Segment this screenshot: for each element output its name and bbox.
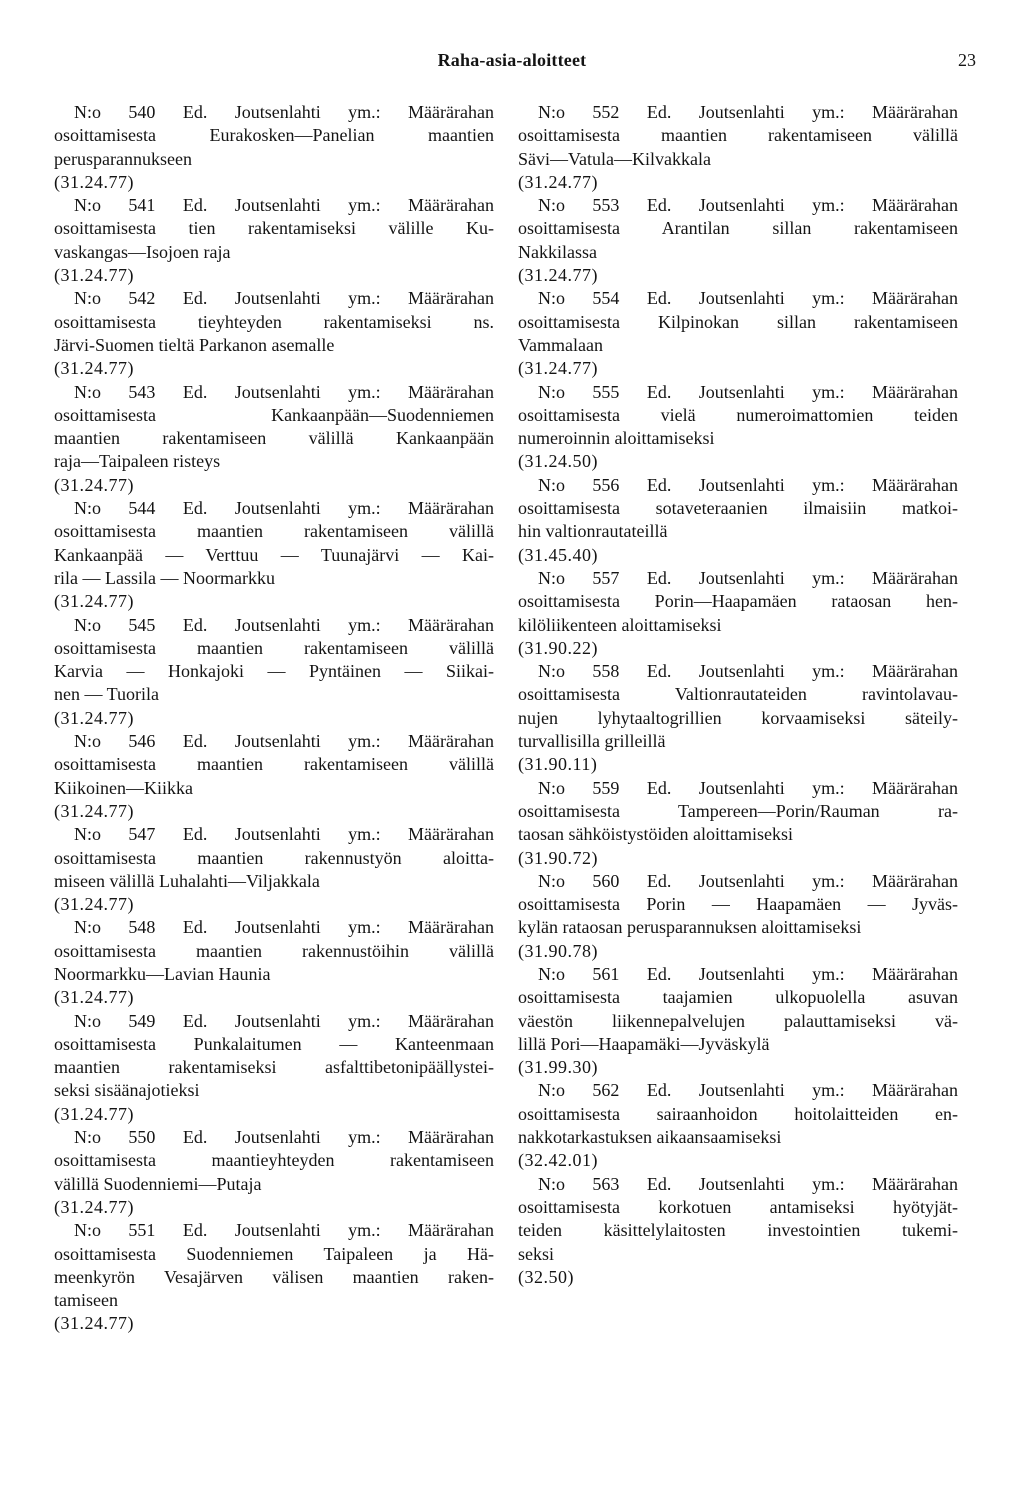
motion-heading-line: N:o 556 Ed. Joutsenlahti ym.: Määrärahan [538, 474, 958, 495]
motion-entry [518, 1079, 958, 1172]
budget-reference: (31.24.77) [518, 265, 598, 286]
motion-text-line: raja—Taipaleen risteys [54, 451, 221, 472]
motion-text-line: osoittamisesta maantieyhteyden rakentamiseen [54, 1150, 494, 1171]
motion-text-line: nakkotarkastuksen aikaansaamiseksi [518, 1127, 782, 1148]
motion-text-line: osoittamisesta Kilpinokan sillan rakentamiseen [518, 311, 958, 332]
motion-text-line: osoittamisesta Punkalaitumen — Kanteenmaan [54, 1033, 494, 1054]
motion-text-line: meenkyrön Vesajärven välisen maantien raken- [54, 1266, 494, 1287]
motion-text-line: Kankaanpää — Verttuu — Tuunajärvi — Kai- [54, 544, 494, 565]
motion-text-line: osoittamisesta maantien rakennustöihin välillä [54, 940, 494, 961]
motion-text-line: osoittamisesta tieyhteyden rakentamiseksi ns. [54, 311, 494, 332]
motion-entry [54, 1126, 494, 1219]
motion-text-line: osoittamisesta taajamien ulkopuolella asuvan [518, 987, 958, 1008]
budget-reference: (31.24.77) [518, 358, 598, 379]
motion-text-line: miseen välillä Luhalahti—Viljakkala [54, 870, 320, 891]
motion-heading-line: N:o 545 Ed. Joutsenlahti ym.: Määrärahan [74, 614, 494, 635]
motion-heading-line: N:o 552 Ed. Joutsenlahti ym.: Määrärahan [538, 102, 958, 122]
motion-text-line: osoittamisesta sairaanhoidon hoitolaitteiden en- [518, 1103, 958, 1124]
motion-text-line: välillä Suodenniemi—Putaja [54, 1173, 262, 1194]
motion-text-line: osoittamisesta Kankaanpään—Suodenniemen [54, 404, 494, 425]
budget-reference: (31.24.77) [54, 358, 134, 379]
motion-entry [518, 660, 958, 776]
motion-text-line: osoittamisesta maantien rakennustyön aloitta- [54, 847, 494, 868]
left-column [54, 101, 494, 1336]
motion-heading-line: N:o 548 Ed. Joutsenlahti ym.: Määrärahan [74, 917, 494, 938]
budget-reference: (31.24.50) [518, 451, 598, 472]
motion-text-line: lillä Pori—Haapamäki—Jyväskylä [518, 1033, 770, 1054]
motion-entry [518, 287, 958, 380]
motion-heading-line: N:o 543 Ed. Joutsenlahti ym.: Määrärahan [74, 381, 494, 402]
motion-heading-line: N:o 542 Ed. Joutsenlahti ym.: Määrärahan [74, 288, 494, 309]
motion-text-line: seksi sisäänajotieksi [54, 1080, 200, 1101]
motion-heading-line: N:o 554 Ed. Joutsenlahti ym.: Määrärahan [538, 288, 958, 309]
motion-text-line: Kiikoinen—Kiikka [54, 777, 193, 798]
motion-text-line: Sävi—Vatula—Kilvakkala [518, 148, 711, 169]
motion-text-line: kylän rataosan perusparannuksen aloittamiseksi [518, 917, 862, 938]
budget-reference: (31.24.77) [54, 591, 134, 612]
budget-reference: (32.42.01) [518, 1150, 598, 1171]
budget-reference: (31.24.77) [54, 707, 134, 728]
motion-heading-line: N:o 550 Ed. Joutsenlahti ym.: Määrärahan [74, 1127, 494, 1148]
motion-heading-line: N:o 547 Ed. Joutsenlahti ym.: Määrärahan [74, 824, 494, 845]
motion-heading-line: N:o 541 Ed. Joutsenlahti ym.: Määrärahan [74, 195, 494, 216]
motion-heading-line: N:o 559 Ed. Joutsenlahti ym.: Määrärahan [538, 777, 958, 798]
motion-heading-line: N:o 546 Ed. Joutsenlahti ym.: Määrärahan [74, 731, 494, 752]
motion-heading-line: N:o 562 Ed. Joutsenlahti ym.: Määrärahan [538, 1080, 958, 1101]
motion-text-line: vaskangas—Isojoen raja [54, 241, 231, 262]
motion-text-line: osoittamisesta maantien rakentamiseen välillä [518, 125, 958, 146]
motion-text-line: osoittamisesta maantien rakentamiseen välillä [54, 521, 494, 542]
motion-entry [518, 474, 958, 567]
motion-text-line: seksi [518, 1243, 554, 1264]
budget-reference: (31.90.22) [518, 637, 598, 658]
motion-entry [54, 1219, 494, 1335]
motion-text-line: turvallisilla grilleillä [518, 731, 666, 752]
budget-reference: (31.24.77) [54, 171, 134, 192]
motion-text-line: perusparannukseen [54, 148, 192, 169]
budget-reference: (31.90.72) [518, 847, 598, 868]
motion-text-line: osoittamisesta maantien rakentamiseen välillä [54, 637, 494, 658]
budget-reference: (31.24.77) [54, 1196, 134, 1217]
motion-text-line: osoittamisesta korkotuen antamiseksi hyötyjät- [518, 1196, 958, 1217]
budget-reference: (31.24.77) [518, 171, 598, 192]
motion-heading-line: N:o 549 Ed. Joutsenlahti ym.: Määrärahan [74, 1010, 494, 1031]
motion-heading-line: N:o 560 Ed. Joutsenlahti ym.: Määrärahan [538, 870, 958, 891]
motion-entry [54, 823, 494, 916]
motion-text-line: osoittamisesta sotaveteraanien ilmaisiin matkoi- [518, 498, 958, 519]
motion-entry [518, 381, 958, 474]
motion-text-line: osoittamisesta Eurakosken—Panelian maantien [54, 125, 494, 146]
motion-heading-line: N:o 544 Ed. Joutsenlahti ym.: Määrärahan [74, 498, 494, 519]
budget-reference: (31.45.40) [518, 544, 598, 565]
budget-reference: (31.90.11) [518, 754, 598, 775]
right-column [518, 101, 958, 1289]
motion-heading-line: N:o 557 Ed. Joutsenlahti ym.: Määrärahan [538, 567, 958, 588]
budget-reference: (31.24.77) [54, 1313, 134, 1334]
motion-text-line: osoittamisesta tien rakentamiseksi välille Ku- [54, 218, 494, 239]
motion-text-line: osoittamisesta maantien rakentamiseen välillä [54, 754, 494, 775]
motion-entry [54, 497, 494, 613]
budget-reference: (31.99.30) [518, 1057, 598, 1078]
motion-entry [518, 870, 958, 963]
motion-entry [518, 567, 958, 660]
budget-reference: (32.50) [518, 1266, 574, 1287]
motion-heading-line: N:o 553 Ed. Joutsenlahti ym.: Määrärahan [538, 195, 958, 216]
budget-reference: (31.24.77) [54, 800, 134, 821]
motion-text-line: tamiseen [54, 1290, 118, 1311]
motion-entry [54, 101, 494, 194]
budget-reference: (31.24.77) [54, 894, 134, 915]
motion-text-line: väestön liikennepalvelujen palauttamiseksi vä- [518, 1010, 958, 1031]
budget-reference: (31.24.77) [54, 265, 134, 286]
motion-entry [54, 730, 494, 823]
budget-reference: (31.24.77) [54, 1103, 134, 1124]
motion-heading-line: N:o 563 Ed. Joutsenlahti ym.: Määrärahan [538, 1173, 958, 1194]
motion-text-line: Noormarkku—Lavian Haunia [54, 963, 271, 984]
motion-heading-line: N:o 558 Ed. Joutsenlahti ym.: Määrärahan [538, 661, 958, 682]
motion-entry [518, 1173, 958, 1289]
motion-text-line: hin valtionrautateillä [518, 521, 668, 542]
motion-text-line: rila — Lassila — Noormarkku [54, 567, 275, 588]
motion-text-line: osoittamisesta Arantilan sillan rakentamiseen [518, 218, 958, 239]
motion-heading-line: N:o 551 Ed. Joutsenlahti ym.: Määrärahan [74, 1220, 494, 1241]
motion-entry [518, 777, 958, 870]
motion-text-line: numeroinnin aloittamiseksi [518, 428, 715, 449]
motion-entry [54, 381, 494, 497]
motion-text-line: Vammalaan [518, 334, 603, 355]
budget-reference: (31.90.78) [518, 940, 598, 961]
motion-entry [518, 101, 958, 194]
motion-text-line: osoittamisesta Tampereen—Porin/Rauman ra- [518, 800, 958, 821]
motion-text-line: teiden käsittelylaitosten investointien tukemi- [518, 1220, 958, 1241]
motion-entry [518, 194, 958, 287]
motion-text-line: osoittamisesta Valtionrautateiden ravintolavau- [518, 684, 958, 705]
motion-text-line: Järvi-Suomen tieltä Parkanon asemalle [54, 334, 335, 355]
motion-text-line: osoittamisesta Suodenniemen Taipaleen ja Hä- [54, 1243, 494, 1264]
motion-entry [518, 963, 958, 1079]
page-header-title: Raha-asia-aloitteet [437, 50, 587, 70]
motion-text-line: nen — Tuorila [54, 684, 160, 705]
motion-text-line: kilöliikenteen aloittamiseksi [518, 614, 722, 635]
budget-reference: (31.24.77) [54, 987, 134, 1008]
motion-heading-line: N:o 540 Ed. Joutsenlahti ym.: Määrärahan [74, 102, 494, 122]
motion-text-line: maantien rakentamiseen välillä Kankaanpään [54, 428, 494, 449]
motion-text-line: osoittamisesta Porin—Haapamäen rataosan hen- [518, 591, 958, 612]
motion-entry [54, 1010, 494, 1126]
budget-reference: (31.24.77) [54, 474, 134, 495]
motion-entry [54, 916, 494, 1009]
motion-heading-line: N:o 555 Ed. Joutsenlahti ym.: Määrärahan [538, 381, 958, 402]
motion-text-line: osoittamisesta Porin — Haapamäen — Jyväs- [518, 894, 958, 915]
motion-text-line: maantien rakentamiseksi asfalttibetonipäällystei- [54, 1057, 494, 1078]
motion-entry [54, 287, 494, 380]
motion-entry [54, 194, 494, 287]
motion-text-line: Karvia — Honkajoki — Pyntäinen — Siikai- [54, 661, 494, 682]
motion-entry [54, 614, 494, 730]
motion-text-line: Nakkilassa [518, 241, 597, 262]
motion-text-line: osoittamisesta vielä numeroimattomien teiden [518, 404, 958, 425]
motion-heading-line: N:o 561 Ed. Joutsenlahti ym.: Määrärahan [538, 963, 958, 984]
page-number: 23 [958, 50, 976, 70]
motion-text-line: taosan sähköistystöiden aloittamiseksi [518, 824, 793, 845]
motion-text-line: nujen lyhytaaltogrillien korvaamiseksi säteily- [518, 707, 958, 728]
